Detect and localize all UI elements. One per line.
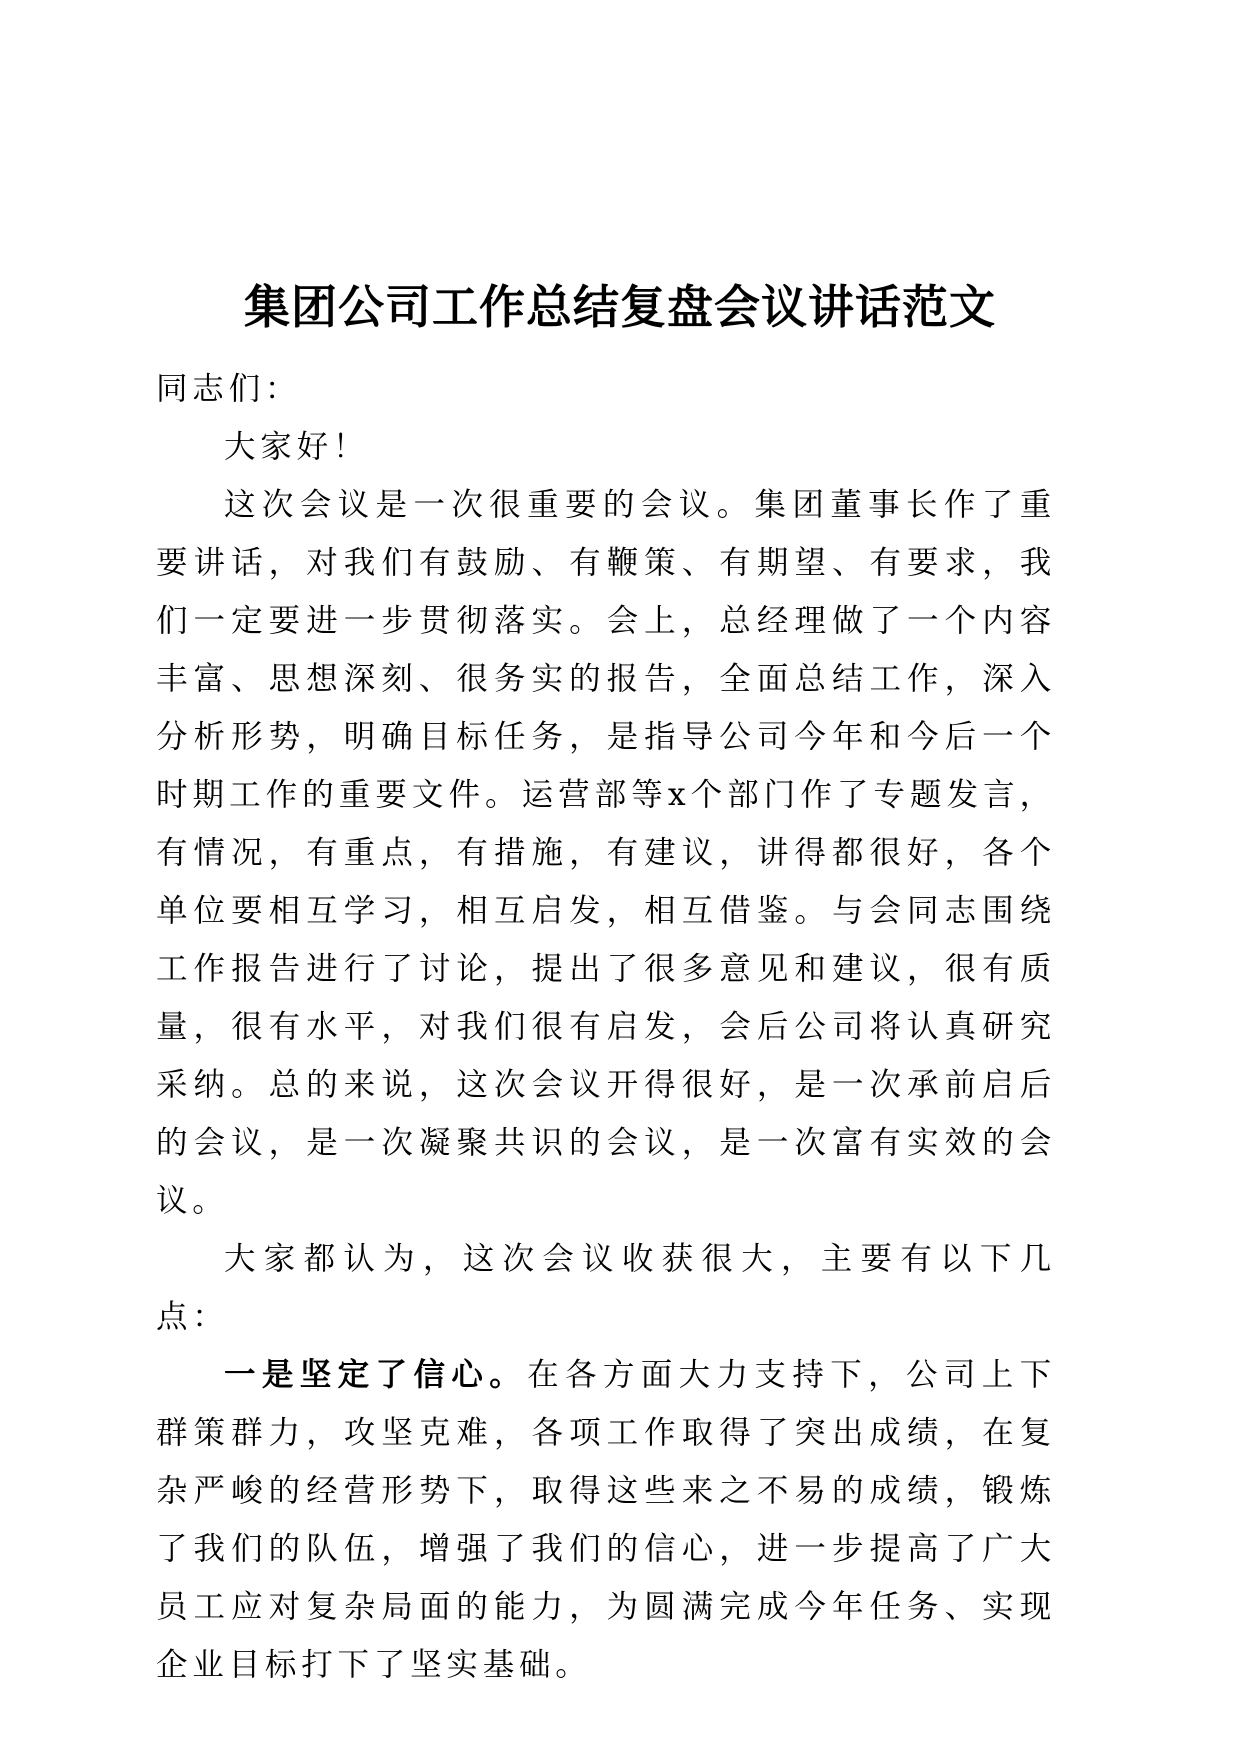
point-one-text: 在各方面大力支持下，公司上下群策群力，攻坚克难，各项工作取得了突出成绩，在复杂严峻的经营形势下，取得这些来之不易的成绩，锻炼了我们的队伍，增强了我们的信心，进一步提高了广大员工应对复杂局面的能力，为圆满完成今年任务、实现企业目标打下了坚实基础。 [156, 1357, 1056, 1683]
paragraph-point-one [156, 1346, 1056, 1694]
paragraph-gains-intro: 大家都认为，这次会议收获很大，主要有以下几点： [156, 1241, 1056, 1335]
salutation: 同志们： [156, 371, 302, 407]
paragraph-meeting-summary: 这次会议是一次很重要的会议。集团董事长作了重要讲话，对我们有鼓励、有鞭策、有期望、有要求，我们一定要进一步贯彻落实。会上，总经理做了一个内容丰富、思想深刻、很务实的报告，全面总结工作，深入分析形势，明确目标任务，是指导公司今年和今后一个时期工作的重要文件。运营部等x个部门作了专题发言，有情况，有重点，有措施，有建议，讲得都很好，各个单位要相互学习，相互启发，相互借鉴。与会同志围绕工作报告进行了讨论，提出了很多意见和建议，很有质量，很有水平，对我们很有启发，会后公司将认真研究采纳。总的来说，这次会议开得很好，是一次承前启后的会议，是一次凝聚共识的会议，是一次富有实效的会议。 [156, 487, 1056, 1219]
document-title: 集团公司工作总结复盘会议讲话范文 [244, 280, 996, 334]
greeting: 大家好！ [224, 429, 370, 465]
document-body [156, 360, 1056, 1694]
point-one-lead: 一是坚定了信心。 [224, 1357, 528, 1393]
